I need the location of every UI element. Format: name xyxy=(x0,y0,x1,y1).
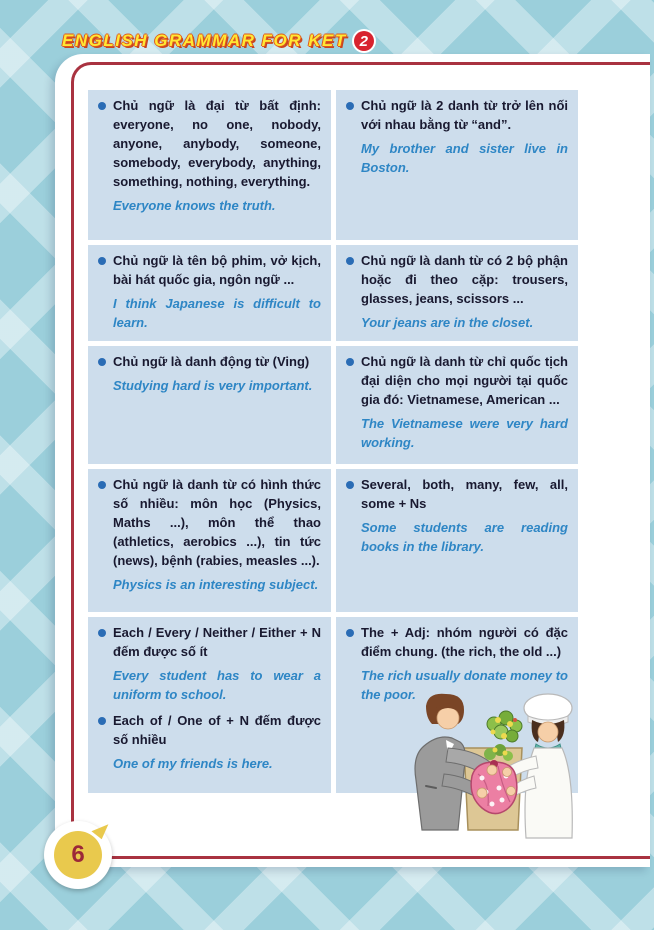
bullet-icon xyxy=(98,358,106,366)
bullet-icon xyxy=(346,629,354,637)
cell-row2-left xyxy=(88,245,331,341)
list-item xyxy=(98,96,321,215)
bullet-icon xyxy=(98,257,106,265)
page-badge-circle xyxy=(54,831,102,879)
example-text: My brother and sister live in Boston. xyxy=(361,141,568,175)
list-item xyxy=(98,251,321,332)
rule-text: Each of / One of + N đếm được số nhiều xyxy=(113,713,321,747)
page-number: 6 xyxy=(71,841,85,868)
content-card xyxy=(55,54,650,867)
example-text: One of my friends is here. xyxy=(113,756,273,771)
bullet-icon xyxy=(98,717,106,725)
cell-row5-left xyxy=(88,617,331,793)
bullet-icon xyxy=(346,102,354,110)
cell-row4-left xyxy=(88,469,331,612)
title-badge: 2 xyxy=(354,31,374,51)
rule-text: The + Adj: nhóm người có đặc điểm chung. (the rich, the old ...) xyxy=(361,625,568,659)
cell-row3-left xyxy=(88,346,331,464)
list-item xyxy=(98,711,321,773)
example-text: Studying hard is very important. xyxy=(113,378,313,393)
flower-stall-illustration xyxy=(398,690,590,848)
example-text: The rich usually donate money to the poor. xyxy=(361,668,568,702)
example-text: Your jeans are in the closet. xyxy=(361,315,534,330)
cell-row3-right xyxy=(336,346,578,464)
list-item xyxy=(346,96,568,177)
cell-row2-right xyxy=(336,245,578,341)
rule-text: Chủ ngữ là danh từ có 2 bộ phận hoặc đi theo cặp: trousers, glasses, jeans, scissors ... xyxy=(361,253,568,306)
grammar-table xyxy=(88,90,578,793)
cell-row1-right xyxy=(336,90,578,240)
bullet-icon xyxy=(346,358,354,366)
rule-text: Each / Every / Neither / Either + N đếm được số ít xyxy=(113,625,321,659)
rule-text: Chủ ngữ là tên bộ phim, vở kịch, bài hát quốc gia, ngôn ngữ ... xyxy=(113,253,321,287)
example-text: Everyone knows the truth. xyxy=(113,198,276,213)
bullet-icon xyxy=(98,102,106,110)
example-text: The Vietnamese were very hard working. xyxy=(361,416,568,450)
example-text: Some students are reading books in the library. xyxy=(361,520,568,554)
list-item xyxy=(346,352,568,452)
list-item xyxy=(98,475,321,594)
page-header xyxy=(62,31,374,51)
bullet-icon xyxy=(346,257,354,265)
bullet-icon xyxy=(346,481,354,489)
page-number-badge xyxy=(44,821,112,889)
list-item xyxy=(346,251,568,332)
rule-text: Chủ ngữ là danh từ có hình thức số nhiều: môn học (Physics, Maths ...), môn thể thao (athletics, aerobics ...), tin tức (news), bệnh (rabies, measles ...). xyxy=(113,477,321,568)
cell-row4-right xyxy=(336,469,578,612)
list-item xyxy=(98,352,321,395)
rule-text: Chủ ngữ là danh động từ (Ving) xyxy=(113,354,310,369)
list-item xyxy=(346,475,568,556)
example-text: Physics is an interesting subject. xyxy=(113,577,319,592)
rule-text: Chủ ngữ là 2 danh từ trở lên nối với nhau bằng từ “and”. xyxy=(361,98,568,132)
example-text: Every student has to wear a uniform to school. xyxy=(113,668,321,702)
cell-row1-left xyxy=(88,90,331,240)
bullet-icon xyxy=(98,481,106,489)
list-item xyxy=(98,623,321,704)
rule-text: Chủ ngữ là đại từ bất định: everyone, no one, nobody, anyone, anybody, someone, somebody, everybody, anything, something, nothing, everything. xyxy=(113,98,321,189)
bullet-icon xyxy=(98,629,106,637)
page-title: ENGLISH GRAMMAR FOR KET xyxy=(62,31,347,50)
rule-text: Several, both, many, few, all, some + Ns xyxy=(361,477,568,511)
example-text: I think Japanese is difficult to learn. xyxy=(113,296,321,330)
rule-text: Chủ ngữ là danh từ chỉ quốc tịch đại diện cho mọi người tại quốc gia đó: Vietnamese, American ... xyxy=(361,354,568,407)
